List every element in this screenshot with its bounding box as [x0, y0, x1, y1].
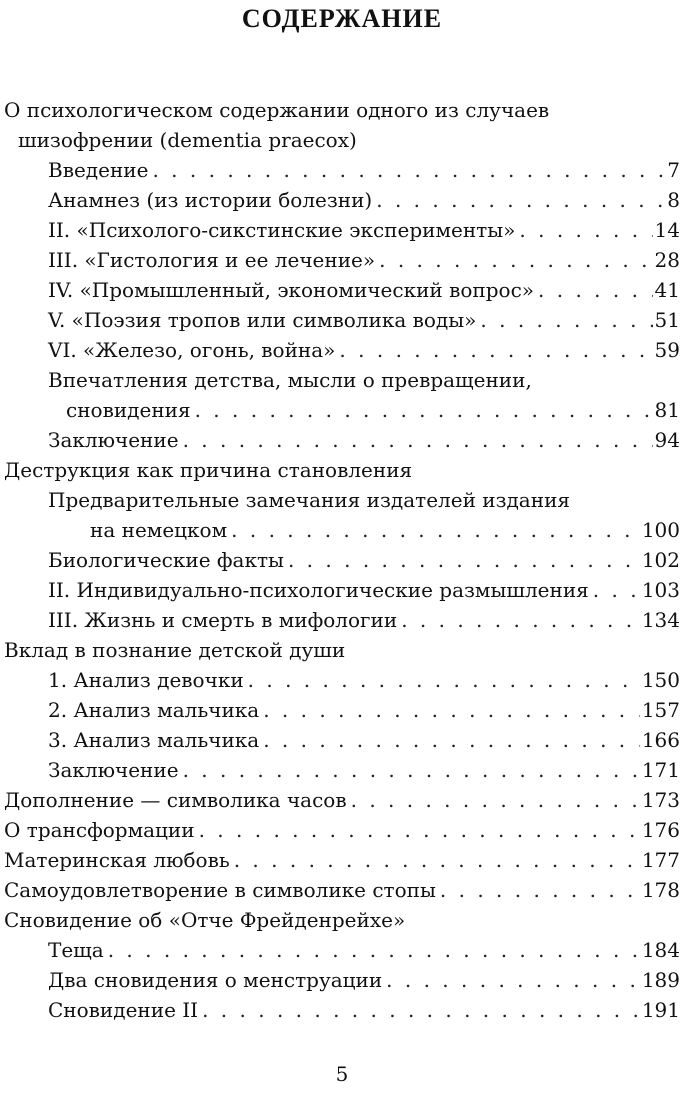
toc-entry: [0, 185, 684, 215]
toc-entry-page: 150: [640, 665, 680, 695]
toc-entry-text: Введение: [48, 155, 152, 185]
toc-entry: [0, 665, 684, 695]
toc-entry-text: Заключение: [48, 755, 183, 785]
toc-entry-text: шизофрении (dementia praecox): [18, 128, 357, 152]
toc-section-heading-continuation: [0, 125, 684, 155]
dot-leader: [519, 215, 652, 245]
toc-entry-text: Вклад в познание детской души: [4, 638, 346, 662]
toc-entry: [0, 965, 684, 995]
toc-section-heading: [0, 455, 684, 485]
toc-entry-text: 3. Анализ мальчика: [48, 725, 263, 755]
dot-leader: [231, 515, 640, 545]
toc-entry: [0, 305, 684, 335]
toc-entry-page: 59: [653, 335, 680, 365]
toc-entry-page: 14: [653, 215, 680, 245]
toc-entry: [0, 815, 684, 845]
dot-leader: [401, 605, 640, 635]
dot-leader: [263, 725, 640, 755]
dot-leader: [195, 395, 653, 425]
dot-leader: [183, 755, 640, 785]
toc-entry: [0, 155, 684, 185]
toc-entry-text: Сновидение II: [48, 995, 202, 1025]
dot-leader: [379, 245, 652, 275]
toc-entry-text: О психологическом содержании одного из случаев: [4, 98, 550, 122]
toc-entry: [0, 425, 684, 455]
dot-leader: [248, 665, 640, 695]
dot-leader: [199, 815, 640, 845]
toc-entry-text: III. «Гистология и ее лечение»: [48, 245, 379, 275]
toc-entry-text: сновидения: [66, 395, 195, 425]
dot-leader: [440, 875, 640, 905]
toc-entry-first-line: [0, 485, 684, 515]
toc-entry-page: 173: [640, 785, 680, 815]
toc-entry-page: 191: [640, 995, 680, 1025]
dot-leader: [183, 425, 653, 455]
toc-entry-page: 166: [640, 725, 680, 755]
toc-entry: [0, 605, 684, 635]
page-number: 5: [335, 1062, 349, 1086]
toc-entry-page: 28: [653, 245, 680, 275]
toc-entry-first-line: [0, 365, 684, 395]
toc-entry: [0, 575, 684, 605]
toc-entry-page: 103: [640, 575, 680, 605]
toc-entry-page: 171: [640, 755, 680, 785]
toc-entry-text: Сновидение об «Отче Фрейденрейхе»: [4, 908, 406, 932]
toc-entry-page: 184: [640, 935, 680, 965]
dot-leader: [263, 695, 640, 725]
toc-entry-page: 134: [640, 605, 680, 635]
toc-entry-text: III. Жизнь и смерть в мифологии: [48, 605, 401, 635]
toc-entry: [0, 515, 684, 545]
toc-entry: [0, 245, 684, 275]
table-of-contents: [0, 95, 684, 1025]
toc-entry-text: О трансформации: [4, 815, 199, 845]
toc-entry-page: 102: [640, 545, 680, 575]
toc-entry-text: Дополнение — символика часов: [4, 785, 351, 815]
toc-entry-text: Анамнез (из истории болезни): [48, 185, 376, 215]
dot-leader: [480, 305, 652, 335]
dot-leader: [386, 965, 640, 995]
dot-leader: [593, 575, 640, 605]
toc-section-heading: [0, 635, 684, 665]
toc-entry-page: 177: [640, 845, 680, 875]
dot-leader: [234, 845, 640, 875]
toc-entry-page: 189: [640, 965, 680, 995]
toc-entry-text: IV. «Промышленный, экономический вопрос»: [48, 275, 538, 305]
toc-entry-page: 178: [640, 875, 680, 905]
toc-entry-page: 94: [653, 425, 680, 455]
toc-entry: [0, 545, 684, 575]
toc-entry-text: Два сновидения о менструации: [48, 965, 386, 995]
toc-entry-text: Предварительные замечания издателей издания: [48, 488, 571, 512]
toc-entry-text: на немецком: [90, 515, 231, 545]
toc-entry: [0, 935, 684, 965]
dot-leader: [202, 995, 640, 1025]
toc-entry-text: Впечатления детства, мысли о превращении,: [48, 368, 532, 392]
toc-entry-text: 2. Анализ мальчика: [48, 695, 263, 725]
toc-entry: [0, 215, 684, 245]
toc-entry: [0, 785, 684, 815]
toc-entry-text: 1. Анализ девочки: [48, 665, 248, 695]
toc-entry-text: VI. «Железо, огонь, война»: [48, 335, 339, 365]
toc-entry: [0, 845, 684, 875]
toc-entry-page: 51: [653, 305, 680, 335]
toc-entry-text: II. «Психолого-сикстинские эксперименты»: [48, 215, 519, 245]
dot-leader: [339, 335, 652, 365]
dot-leader: [376, 185, 665, 215]
toc-entry: [0, 995, 684, 1025]
dot-leader: [351, 785, 640, 815]
toc-entry-text: V. «Поэзия тропов или символика воды»: [48, 305, 480, 335]
toc-entry: [0, 275, 684, 305]
dot-leader: [288, 545, 640, 575]
toc-entry-page: 7: [665, 155, 680, 185]
toc-entry: [0, 335, 684, 365]
toc-entry-page: 8: [665, 185, 680, 215]
toc-entry-text: Материнская любовь: [4, 845, 234, 875]
toc-entry-text: Теща: [48, 935, 108, 965]
toc-entry-text: II. Индивидуально-психологические размышления: [48, 575, 593, 605]
toc-entry-text: Деструкция как причина становления: [4, 458, 413, 482]
toc-section-heading: [0, 905, 684, 935]
toc-entry-page: 41: [653, 275, 680, 305]
dot-leader: [538, 275, 653, 305]
toc-entry: [0, 395, 684, 425]
toc-entry-text: Самоудовлетворение в символике стопы: [4, 875, 440, 905]
dot-leader: [108, 935, 640, 965]
toc-entry-page: 176: [640, 815, 680, 845]
toc-section-heading: [0, 95, 684, 125]
toc-entry-text: Биологические факты: [48, 545, 288, 575]
toc-entry-text: Заключение: [48, 425, 183, 455]
dot-leader: [152, 155, 665, 185]
page-title: СОДЕРЖАНИЕ: [241, 4, 443, 33]
toc-entry-page: 100: [640, 515, 680, 545]
toc-entry: [0, 875, 684, 905]
toc-entry-page: 157: [640, 695, 680, 725]
toc-entry: [0, 725, 684, 755]
toc-entry: [0, 695, 684, 725]
toc-entry-page: 81: [653, 395, 680, 425]
toc-entry: [0, 755, 684, 785]
